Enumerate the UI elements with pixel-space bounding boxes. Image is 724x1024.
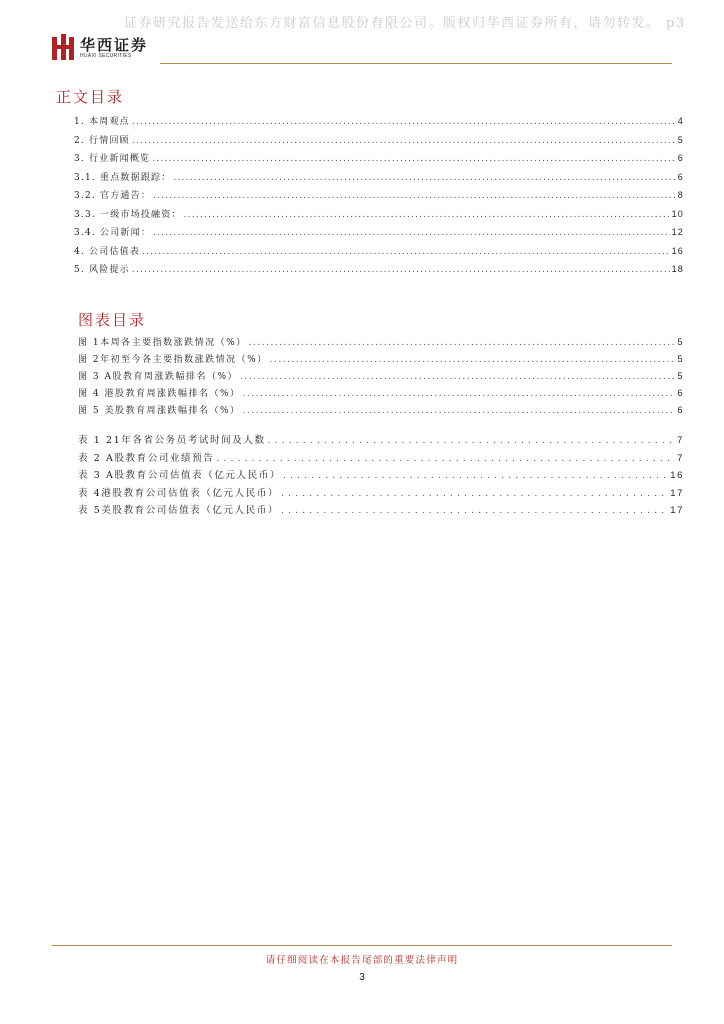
toc-dot-leader — [283, 470, 668, 481]
toc-entry-page: 7 — [677, 452, 684, 464]
figure-entry[interactable] — [78, 386, 684, 403]
toc-entry-page: 6 — [677, 171, 684, 182]
figure-entry[interactable] — [78, 369, 684, 386]
toc-entry-page: 12 — [671, 227, 684, 237]
toc-entry-label: 1. 本周观点 — [74, 117, 130, 127]
toc-entry-label: 表 4港股教育公司估值表（亿元人民币） — [78, 487, 279, 499]
huaxi-logo-icon — [52, 34, 74, 60]
toc-dot-leader — [281, 488, 668, 499]
toc-entry-label: 表 1 21年各省公务员考试时间及人数 — [78, 435, 266, 446]
toc-entry-page: 6 — [677, 153, 684, 163]
toc-dot-leader — [243, 406, 676, 416]
table-entry[interactable] — [78, 467, 684, 485]
toc-entry-label: 3.3. 一级市场投融资： — [74, 209, 182, 220]
figure-entry[interactable] — [78, 403, 684, 420]
table-entry[interactable] — [78, 502, 684, 520]
toc-entry-page: 16 — [671, 245, 684, 256]
toc-dot-leader — [132, 117, 676, 127]
logo-text-en: HUAXI SECURITIES — [80, 53, 132, 59]
figures-list — [78, 335, 684, 420]
toc-dot-leader — [152, 154, 676, 164]
toc-entry-page: 10 — [671, 208, 684, 219]
toc-dot-leader — [268, 435, 676, 446]
toc-entry-page: 17 — [670, 505, 684, 516]
contents-list — [74, 114, 684, 281]
toc-entry-label: 3. 行业新闻概览 — [74, 154, 151, 164]
company-logo — [52, 34, 162, 62]
legal-notice: 请仔细阅读在本报告尾部的重要法律声明 — [265, 955, 459, 966]
figure-entry[interactable] — [78, 335, 684, 352]
toc-entry[interactable] — [74, 188, 684, 207]
toc-entry[interactable] — [74, 170, 684, 189]
toc-entry-page: 5 — [677, 337, 684, 347]
toc-dot-leader — [132, 265, 670, 275]
watermark: 证券研究报告发送给东方财富信息股份有限公司。版权归华西证券所有，请勿转发。 p3 — [124, 16, 686, 31]
toc-entry-label: 图 3 A股教育周涨跌幅排名（%） — [78, 372, 238, 382]
toc-dot-leader — [132, 136, 676, 146]
figure-entry[interactable] — [78, 352, 684, 369]
toc-entry-label: 3.2. 官方通告： — [74, 191, 152, 201]
header-divider — [160, 63, 672, 64]
toc-entry[interactable] — [74, 207, 684, 226]
tables-list — [78, 432, 684, 520]
toc-entry-page: 5 — [677, 134, 684, 145]
toc-dot-leader — [153, 228, 670, 238]
toc-entry-label: 图 2年初至今各主要指数涨跌情况（%） — [78, 355, 268, 365]
toc-dot-leader — [270, 355, 676, 365]
toc-dot-leader — [173, 173, 675, 183]
toc-dot-leader — [216, 453, 675, 464]
toc-dot-leader — [153, 191, 676, 201]
page-number: 3 — [359, 972, 365, 983]
toc-entry-page: 5 — [677, 354, 684, 364]
toc-entry[interactable] — [74, 225, 684, 244]
toc-entry-label: 表 2 A股教育公司业绩预告 — [78, 452, 215, 464]
footer-divider — [52, 945, 672, 946]
toc-entry-page: 17 — [670, 487, 684, 499]
toc-entry-label: 图 5 美股教育周涨跌幅排名（%） — [78, 406, 241, 416]
toc-entry-page: 18 — [671, 264, 684, 274]
toc-entry-page: 8 — [677, 190, 684, 200]
toc-entry-page: 4 — [677, 116, 684, 126]
toc-entry-label: 3.4. 公司新闻： — [74, 228, 152, 238]
toc-dot-leader — [142, 247, 670, 257]
toc-entry[interactable] — [74, 133, 684, 152]
toc-dot-leader — [249, 338, 676, 348]
toc-entry-label: 图 1本周各主要指数涨跌情况（%） — [78, 338, 247, 348]
toc-entry[interactable] — [74, 151, 684, 170]
toc-entry-page: 16 — [670, 470, 684, 481]
toc-entry-page: 6 — [677, 405, 684, 415]
toc-entry-page: 7 — [677, 435, 684, 446]
toc-entry-label: 表 3 A股教育公司估值表（亿元人民币） — [78, 470, 281, 481]
toc-entry-label: 2. 行情回顾 — [74, 135, 130, 146]
table-entry[interactable] — [78, 432, 684, 450]
toc-dot-leader — [184, 210, 670, 220]
figures-title: 图表目录 — [78, 311, 147, 329]
toc-dot-leader — [243, 389, 676, 399]
toc-dot-leader — [281, 505, 668, 516]
toc-entry-label: 图 4 港股教育周涨跌幅排名（%） — [78, 389, 241, 399]
toc-entry[interactable] — [74, 244, 684, 263]
toc-dot-leader — [240, 372, 675, 382]
logo-text-cn: 华西证券 — [80, 36, 149, 54]
toc-entry-label: 表 5美股教育公司估值表（亿元人民币） — [78, 505, 279, 516]
table-entry[interactable] — [78, 485, 684, 503]
toc-entry-label: 5. 风险提示 — [74, 265, 130, 275]
toc-entry-page: 5 — [677, 371, 684, 381]
toc-entry-page: 6 — [677, 388, 684, 398]
contents-title: 正文目录 — [56, 88, 125, 106]
toc-entry[interactable] — [74, 114, 684, 133]
toc-entry-label: 3.1. 重点数据跟踪： — [74, 172, 172, 183]
toc-entry[interactable] — [74, 262, 684, 281]
table-entry[interactable] — [78, 450, 684, 468]
toc-entry-label: 4. 公司估值表 — [74, 246, 141, 257]
